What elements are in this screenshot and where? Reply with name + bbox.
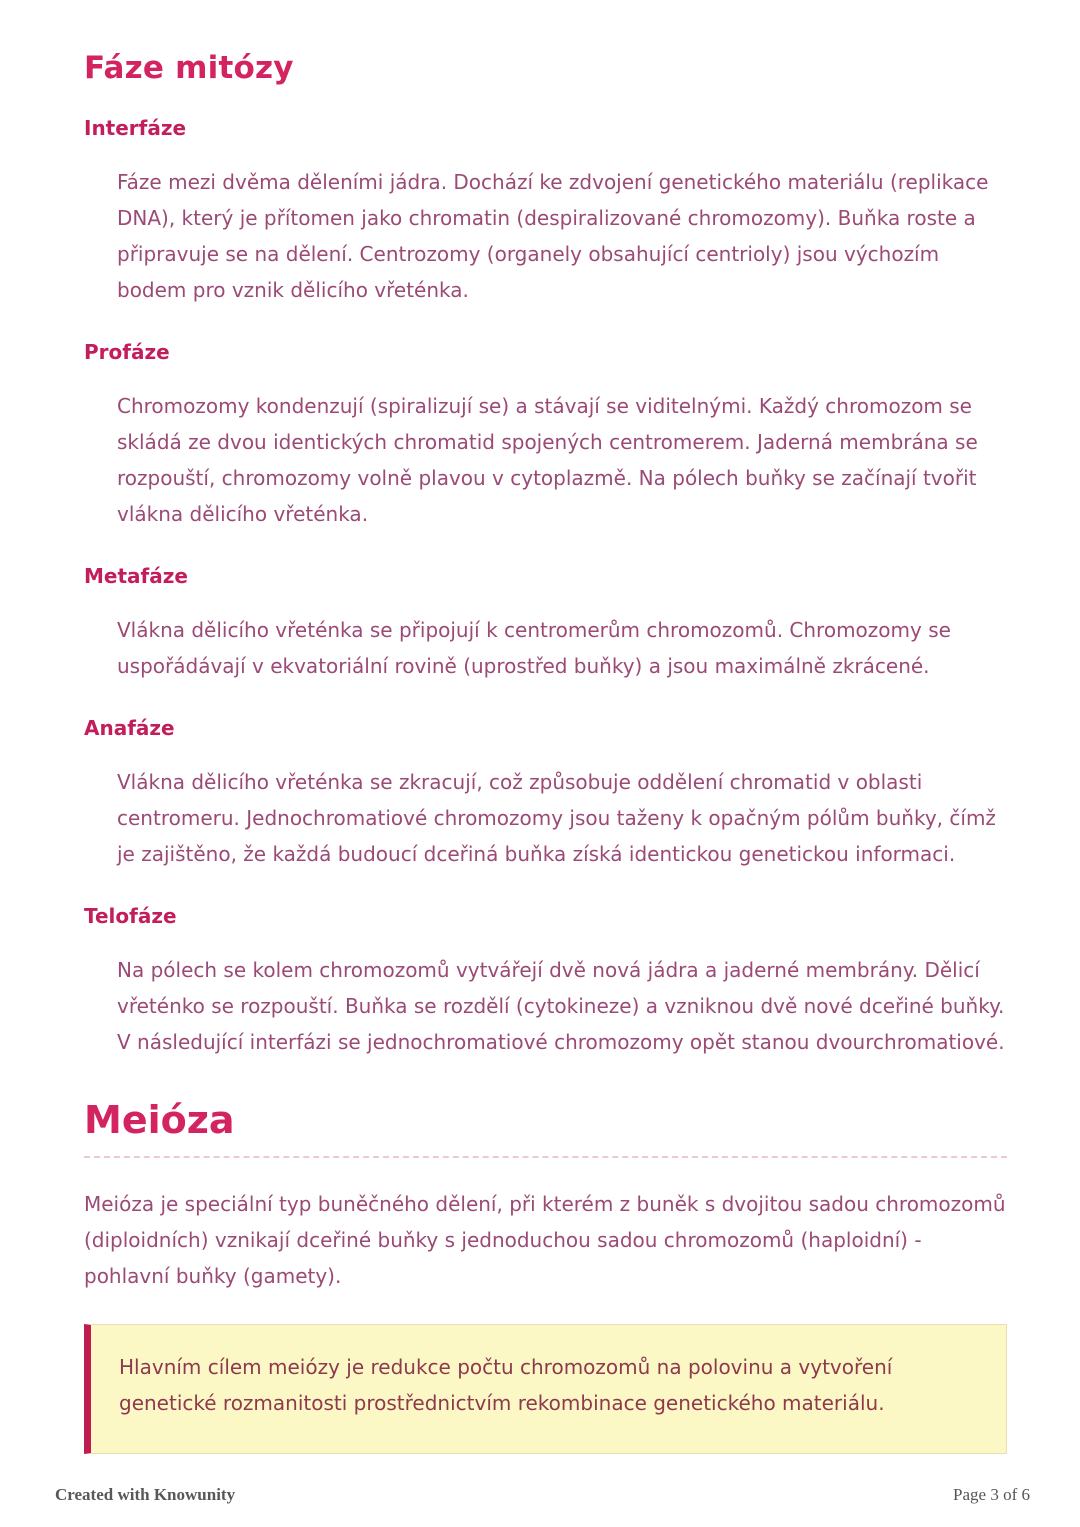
footer-page-number: Page 3 of 6 (953, 1485, 1030, 1504)
section-body-interfaze: Fáze mezi dvěma děleními jádra. Dochází ke zdvojení genetického materiálu (replikace DNA), který je přítomen jako chromatin (despiralizované chromozomy). Buňka roste a připravuje se na dělení. Centrozomy (organely obsahující centrioly) jsou výchozím bodem pro vznik dělicího vřeténka. (117, 170, 989, 302)
section-heading-interfaze: Interfáze (84, 116, 187, 140)
section-heading-profaze: Profáze (84, 340, 170, 364)
meioza-intro-paragraph: Meióza je speciální typ buněčného dělení, při kterém z buněk s dvojitou sadou chromozomů (diploidních) vznikají dceřiné buňky s jednoduchou sadou chromozomů (haploidní) - pohlavní buňky (gamety). (84, 1192, 1006, 1288)
section-body-telofaze: Na pólech se kolem chromozomů vytvářejí dvě nová jádra a jaderné membrány. Dělicí vřeténko se rozpouští. Buňka se rozdělí (cytokineze) a vzniknou dvě nové dceřiné buňky. V následující interfázi se jednochromatiové chromozomy opět stanou dvourchromatiové. (117, 958, 1005, 1054)
section-body-anafaze: Vlákna dělicího vřeténka se zkracují, což způsobuje oddělení chromatid v oblasti centromeru. Jednochromatiové chromozomy jsou taženy k opačným pólům buňky, čímž je zajištěno, že každá budoucí dceřiná buňka získá identickou genetickou informaci. (117, 770, 996, 866)
section-heading-metafaze: Metafáze (84, 564, 188, 588)
page-footer (55, 1485, 1030, 1505)
section-heading-telofaze: Telofáze (84, 904, 177, 928)
highlight-callout-box (84, 1324, 1007, 1454)
section-body-metafaze: Vlákna dělicího vřeténka se připojují k centromerům chromozomů. Chromozomy se uspořádávají v ekvatoriální rovině (uprostřed buňky) a jsou maximálně zkrácené. (117, 618, 951, 678)
footer-brand-text: Created with Knowunity (55, 1485, 236, 1504)
section-heading-anafaze: Anafáze (84, 716, 175, 740)
chapter-title-meioza: Meióza (84, 1098, 1007, 1158)
section-body-profaze: Chromozomy kondenzují (spiralizují se) a stávají se viditelnými. Každý chromozom se skládá ze dvou identických chromatid spojených centromerem. Jaderná membrána se rozpouští, chromozomy volně plavou v cytoplazmě. Na pólech buňky se začínají tvořit vlákna dělicího vřeténka. (117, 394, 978, 526)
callout-text: Hlavním cílem meiózy je redukce počtu chromozomů na polovinu a vytvoření genetické rozmanitosti prostřednictvím rekombinace genetického materiálu. (119, 1355, 893, 1415)
page-title: Fáze mitózy (84, 50, 294, 86)
